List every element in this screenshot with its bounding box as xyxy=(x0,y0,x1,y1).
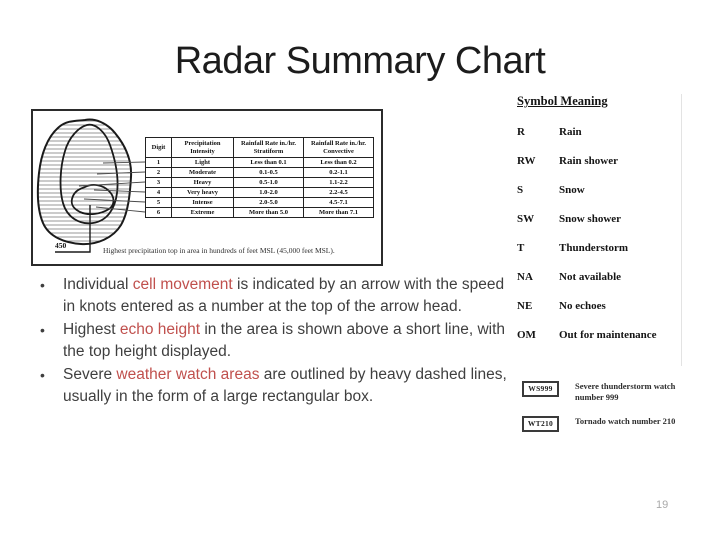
legend-meaning: Thunderstorm xyxy=(559,242,629,254)
bullet-cell-movement xyxy=(38,274,512,318)
legend-symbol: RW xyxy=(517,155,536,167)
header-convective: Rainfall Rate in./hr. Convective xyxy=(304,138,374,158)
table-row: 3 Heavy 0.5-1.0 1.1-2.2 xyxy=(146,178,374,188)
symbol-meaning-legend xyxy=(517,94,682,366)
legend-symbol: T xyxy=(517,242,525,254)
bullet-text: Individual xyxy=(63,276,133,293)
legend-item-no-echoes xyxy=(517,300,681,329)
legend-item-not-available xyxy=(517,271,681,300)
header-intensity: Precipitation Intensity xyxy=(172,138,234,158)
watch-label: Tornado watch number 210 xyxy=(575,416,676,427)
bullet-marker: • xyxy=(40,277,45,293)
bullet-text: in the area is shown above a short line, with the top height displayed. xyxy=(63,321,506,360)
radar-echo-diagram-panel xyxy=(31,109,383,266)
legend-item-snow-shower xyxy=(517,213,681,242)
diagram-caption: Highest precipitation top in area in hundreds of feet MSL (45,000 feet MSL). xyxy=(103,246,335,255)
legend-meaning: Snow xyxy=(559,184,585,196)
watch-label: Severe thunderstorm watch number 999 xyxy=(575,381,676,403)
header-digit: Digit xyxy=(146,138,172,158)
legend-meaning: No echoes xyxy=(559,300,606,312)
precipitation-intensity-table xyxy=(145,137,374,218)
legend-meaning: Rain xyxy=(559,126,582,138)
bullet-watch-areas xyxy=(38,364,512,408)
table-row: 5 Intense 2.0-5.0 4.5-7.1 xyxy=(146,198,374,208)
watch-row-tornado xyxy=(522,416,697,432)
bullet-text: are outlined by heavy dashed lines, usually in the form of a large rectangular box. xyxy=(63,366,507,405)
table-row: 4 Very heavy 1.0-2.0 2.2-4.5 xyxy=(146,188,374,198)
watch-code-box: WT210 xyxy=(522,416,559,432)
legend-item-thunderstorm xyxy=(517,242,681,271)
bullet-highlight: weather watch areas xyxy=(116,366,260,383)
bullet-highlight: cell movement xyxy=(132,276,233,293)
watch-row-severe-thunderstorm xyxy=(522,381,697,403)
legend-symbol: OM xyxy=(517,329,536,341)
page-number: 19 xyxy=(656,499,669,511)
legend-meaning: Not available xyxy=(559,271,622,283)
legend-symbol: NA xyxy=(517,271,533,283)
table-row: 2 Moderate 0.1-0.5 0.2-1.1 xyxy=(146,168,374,178)
legend-header: Symbol Meaning xyxy=(517,94,608,108)
watch-code-box: WS999 xyxy=(522,381,559,397)
legend-item-rain-shower xyxy=(517,155,681,184)
bullet-text: Highest xyxy=(63,321,120,338)
page-title: Radar Summary Chart xyxy=(174,40,546,82)
legend-meaning: Out for maintenance xyxy=(559,329,657,341)
bullet-echo-height xyxy=(38,319,512,363)
legend-symbol: S xyxy=(517,184,524,196)
bullet-text: Severe xyxy=(63,366,117,383)
echo-top-height-label: 450 xyxy=(55,241,67,250)
bullet-text: is indicated by an arrow with the speed in knots entered as a number at the top of the arrow head. xyxy=(63,276,505,315)
table-row: 6 Extreme More than 5.0 More than 7.1 xyxy=(146,208,374,218)
bullet-marker: • xyxy=(40,322,45,338)
legend-meaning: Snow shower xyxy=(559,213,622,225)
legend-item-snow xyxy=(517,184,681,213)
header-stratiform: Rainfall Rate in./hr. Stratiform xyxy=(234,138,304,158)
legend-symbol: SW xyxy=(517,213,535,225)
legend-symbol: NE xyxy=(517,300,533,312)
legend-symbol: R xyxy=(517,126,525,138)
legend-item-rain xyxy=(517,126,681,155)
legend-item-out-for-maintenance xyxy=(517,329,681,358)
watch-symbols xyxy=(522,381,697,445)
bullet-list xyxy=(38,274,512,409)
table-row: 1 Light Less than 0.1 Less than 0.2 xyxy=(146,158,374,168)
table-header-row xyxy=(146,138,374,158)
bullet-marker: • xyxy=(40,367,45,383)
legend-meaning: Rain shower xyxy=(559,155,618,167)
bullet-highlight: echo height xyxy=(119,321,201,338)
